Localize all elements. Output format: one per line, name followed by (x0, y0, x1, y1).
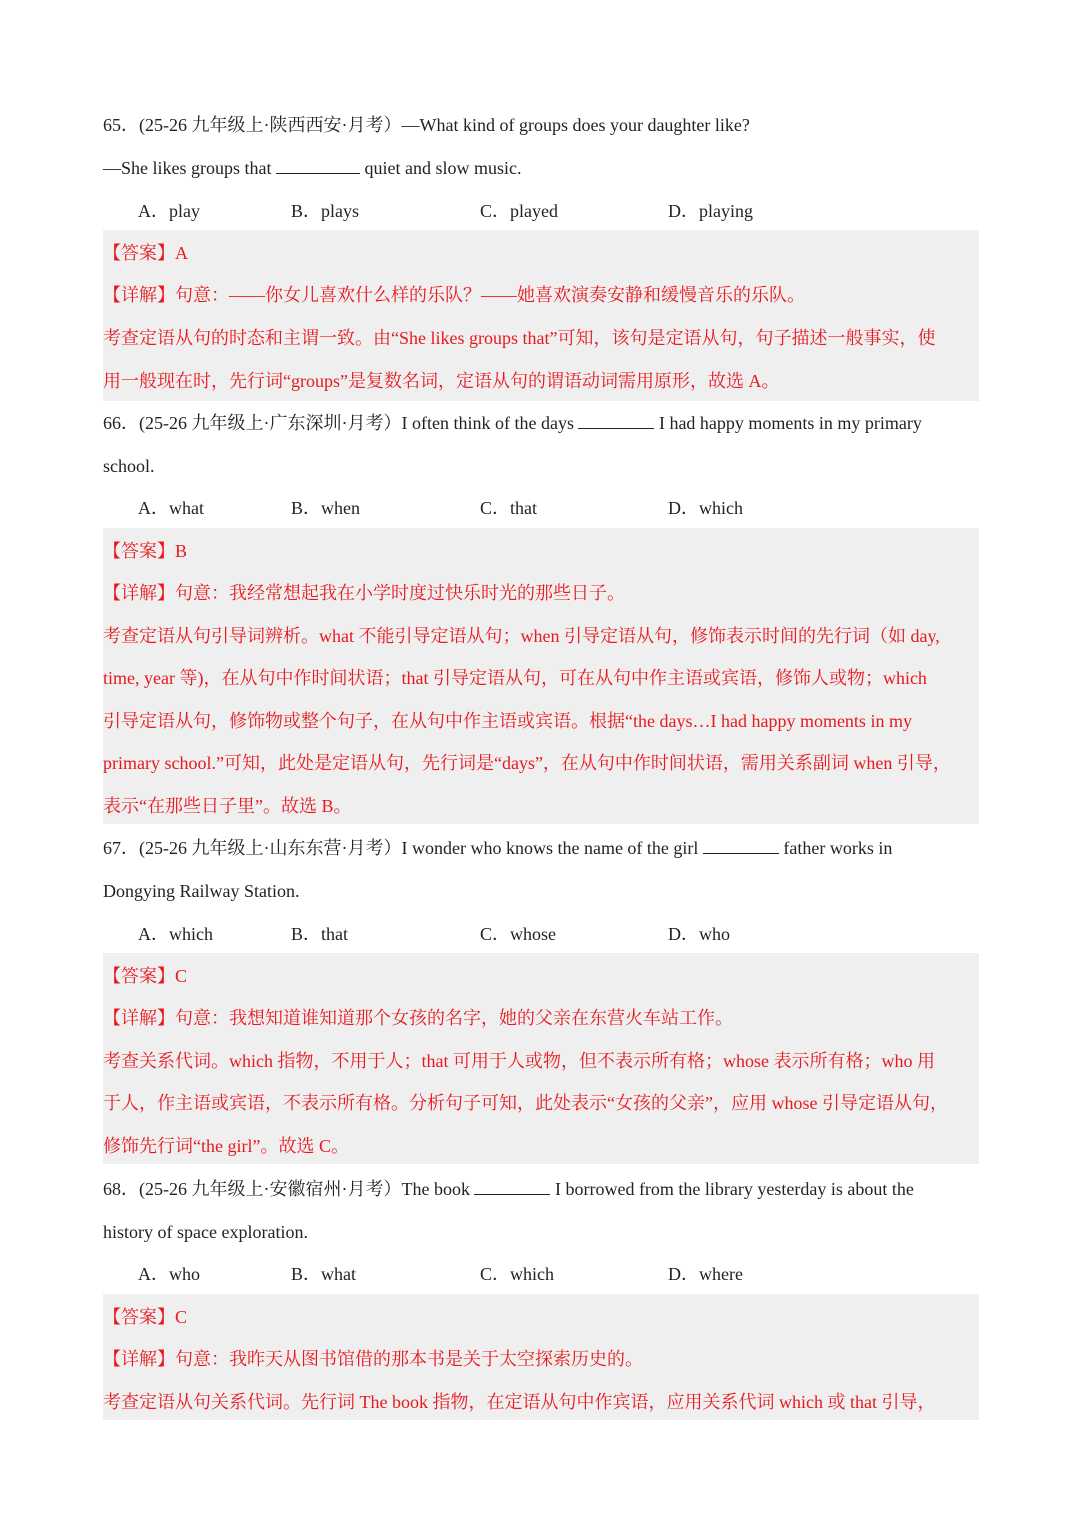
question-text: —She likes groups that (103, 158, 272, 178)
option-a: A．what (138, 498, 204, 518)
answer-label: 【答案】A (103, 243, 188, 263)
question-source: (25-26 九年级上·安徽宿州·月考） (139, 1179, 402, 1199)
option-b: B．that (291, 924, 348, 944)
question-text: I often think of the days (401, 413, 574, 433)
detail-label: 【详解】 (103, 1008, 175, 1028)
question-66-stem (103, 411, 922, 435)
detail-label: 【详解】 (103, 1349, 175, 1369)
option-d: D．where (668, 1264, 743, 1284)
detail-label: 【详解】 (103, 583, 175, 603)
question-number: 68． (103, 1179, 139, 1199)
option-d: D．which (668, 498, 743, 518)
explain-line: 考查定语从句关系代词。先行词 The book 指物，在定语从句中作宾语，应用关系代词 which 或 that 引导， (103, 1392, 936, 1412)
explain-line: 考查关系代词。which 指物，不用于人；that 可用于人或物，但不表示所有格；whose 表示所有格；who 用 (103, 1051, 935, 1071)
answer-blank (276, 157, 360, 174)
question-text: quiet and slow music. (364, 158, 522, 178)
option-d: D．who (668, 924, 730, 944)
option-b: B．what (291, 1264, 356, 1284)
question-number: 67． (103, 838, 139, 858)
question-66-stem-line2: school. (103, 456, 155, 476)
answer-label: 【答案】C (103, 966, 188, 986)
question-65-stem (103, 113, 750, 137)
explain-line: 用一般现在时，先行词“groups”是复数名词，定语从句的谓语动词需用原形，故选 A。 (103, 371, 780, 391)
detail-line (103, 283, 805, 307)
option-a: A．which (138, 924, 213, 944)
option-c: C．that (480, 498, 537, 518)
answer-blank (474, 1178, 550, 1195)
answer-label: 【答案】B (103, 541, 188, 561)
detail-text: 句意：我想知道谁知道那个女孩的名字，她的父亲在东营火车站工作。 (175, 1008, 733, 1028)
option-a: A．play (138, 201, 200, 221)
detail-line (103, 1006, 733, 1030)
option-c: C．whose (480, 924, 556, 944)
question-65-stem-line2 (103, 156, 521, 180)
option-d: D．playing (668, 201, 753, 221)
option-b: B．when (291, 498, 360, 518)
answer-blank (703, 837, 779, 854)
detail-label: 【详解】 (103, 285, 175, 305)
option-b: B．plays (291, 201, 360, 221)
explain-line: primary school.”可知，此处是定语从句，先行词是“days”，在从句中作时间状语，需用关系副词 when 引导， (103, 753, 951, 773)
question-text: The book (401, 1179, 470, 1199)
question-source: (25-26 九年级上·陕西西安·月考） (139, 115, 402, 135)
explain-line: 考查定语从句的时态和主谓一致。由“She likes groups that”可知，该句是定语从句，句子描述一般事实，使 (103, 328, 936, 348)
question-source: (25-26 九年级上·广东深圳·月考） (139, 413, 402, 433)
question-text: I borrowed from the library yesterday is about the (554, 1179, 914, 1199)
question-68-stem (103, 1177, 914, 1201)
explain-line: time, year 等)，在从句中作时间状语；that 引导定语从句，可在从句中作主语或宾语，修饰人或物；which (103, 668, 927, 688)
question-67-stem-line2: Dongying Railway Station. (103, 881, 300, 901)
explain-line: 于人，作主语或宾语，不表示所有格。分析句子可知，此处表示“女孩的父亲”，应用 whose 引导定语从句， (103, 1093, 948, 1113)
option-c: C．played (480, 201, 558, 221)
question-text: father works in (783, 838, 893, 858)
explain-line: 考查定语从句引导词辨析。what 不能引导定语从句；when 引导定语从句，修饰表示时间的先行词（如 day, (103, 626, 940, 646)
question-number: 66． (103, 413, 139, 433)
question-source: (25-26 九年级上·山东东营·月考） (139, 838, 402, 858)
question-67-stem (103, 836, 892, 860)
explain-line: 修饰先行词“the girl”。故选 C。 (103, 1136, 349, 1156)
question-text: I had happy moments in my primary (658, 413, 922, 433)
answer-blank (578, 412, 654, 429)
question-text: I wonder who knows the name of the girl (401, 838, 699, 858)
question-text: —What kind of groups does your daughter like? (401, 115, 750, 135)
option-a: A．who (138, 1264, 200, 1284)
detail-text: 句意：——你女儿喜欢什么样的乐队？——她喜欢演奏安静和缓慢音乐的乐队。 (175, 285, 805, 305)
question-68-stem-line2: history of space exploration. (103, 1222, 308, 1242)
explain-line: 表示“在那些日子里”。故选 B。 (103, 796, 352, 816)
question-number: 65． (103, 115, 139, 135)
detail-line (103, 581, 625, 605)
detail-line (103, 1347, 643, 1371)
option-c: C．which (480, 1264, 554, 1284)
detail-text: 句意：我昨天从图书馆借的那本书是关于太空探索历史的。 (175, 1349, 643, 1369)
answer-label: 【答案】C (103, 1307, 188, 1327)
explain-line: 引导定语从句，修饰物或整个句子，在从句中作主语或宾语。根据“the days…I had happy moments in my (103, 711, 912, 731)
detail-text: 句意：我经常想起我在小学时度过快乐时光的那些日子。 (175, 583, 625, 603)
